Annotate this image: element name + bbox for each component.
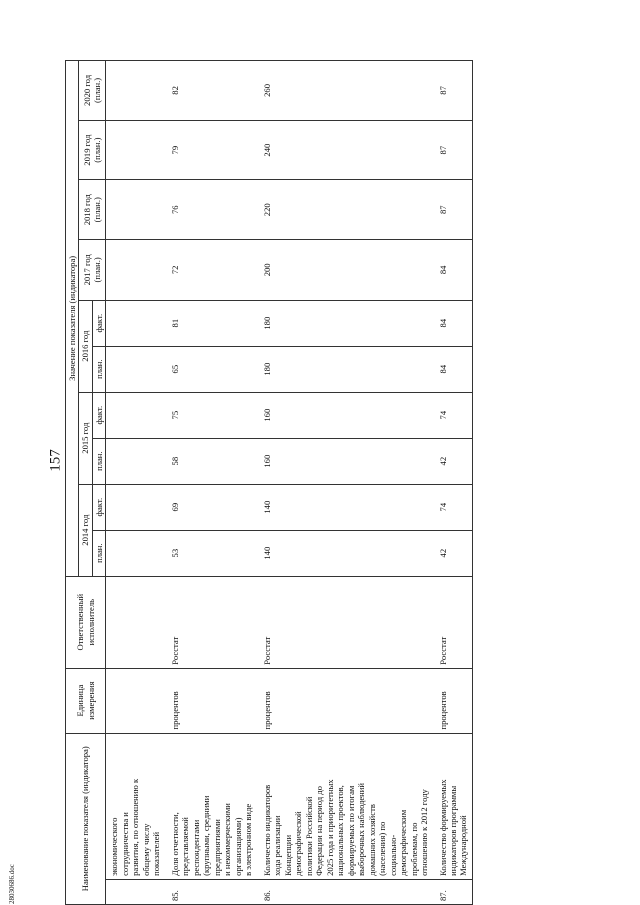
cell-2017: 72	[165, 240, 257, 301]
cell-2019: 87	[433, 120, 473, 180]
cell-unit: процентов	[257, 668, 433, 733]
cell-unit: процентов	[165, 668, 257, 733]
cell-2019: 240	[257, 120, 433, 180]
cell-2016-plan: 65	[165, 346, 257, 392]
cell-no	[106, 879, 165, 904]
cell-2014-plan: 140	[257, 530, 433, 576]
header-2016: 2016 год	[79, 300, 92, 392]
cell-name: Доля отчетности, представляемой респондентами (крупными, средними предприятиями и некоммерческими организациями) в электронном виде	[165, 733, 257, 879]
table-row	[165, 61, 257, 905]
indicator-table	[65, 60, 473, 905]
cell-v	[106, 438, 165, 484]
cell-responsible	[106, 576, 165, 668]
cell-2019: 79	[165, 120, 257, 180]
cell-2015-fact: 75	[165, 392, 257, 438]
header-unit: Единица измерения	[66, 668, 106, 733]
page-number: 157	[47, 449, 64, 472]
header-responsible: Ответственный исполнитель	[66, 576, 106, 668]
table-row	[433, 61, 473, 905]
cell-no: 87.	[433, 879, 473, 904]
cell-v	[106, 61, 165, 121]
table-header	[66, 61, 106, 905]
cell-unit	[106, 668, 165, 733]
cell-responsible: Росстат	[257, 576, 433, 668]
cell-2016-fact: 180	[257, 300, 433, 346]
header-2015-plan: план.	[92, 438, 105, 484]
header-2015: 2015 год	[79, 392, 92, 484]
cell-unit: процентов	[433, 668, 473, 733]
cell-2014-plan: 42	[433, 530, 473, 576]
cell-2018: 87	[433, 180, 473, 240]
cell-2015-fact: 160	[257, 392, 433, 438]
cell-v	[106, 530, 165, 576]
cell-no: 85.	[165, 879, 257, 904]
cell-v	[106, 180, 165, 240]
cell-2014-fact: 69	[165, 484, 257, 530]
cell-v	[106, 300, 165, 346]
header-2015-fact: факт.	[92, 392, 105, 438]
cell-2017: 200	[257, 240, 433, 301]
header-2019: 2019 год (план.)	[79, 120, 106, 180]
cell-2016-plan: 180	[257, 346, 433, 392]
header-2018: 2018 год (план.)	[79, 180, 106, 240]
cell-v	[106, 392, 165, 438]
header-2017: 2017 год (план.)	[79, 240, 106, 301]
cell-2016-plan: 84	[433, 346, 473, 392]
cell-2017: 84	[433, 240, 473, 301]
header-2020: 2020 год (план.)	[79, 61, 106, 121]
cell-v	[106, 120, 165, 180]
cell-2015-plan: 42	[433, 438, 473, 484]
cell-2014-fact: 140	[257, 484, 433, 530]
cell-2018: 220	[257, 180, 433, 240]
cell-2016-fact: 84	[433, 300, 473, 346]
cell-v	[106, 484, 165, 530]
cell-2014-fact: 74	[433, 484, 473, 530]
header-2016-plan: план.	[92, 346, 105, 392]
cell-responsible: Росстат	[433, 576, 473, 668]
cell-2014-plan: 53	[165, 530, 257, 576]
header-name: Наименование показателя (индикатора)	[66, 733, 106, 904]
cell-2015-fact: 74	[433, 392, 473, 438]
cell-2015-plan: 160	[257, 438, 433, 484]
cell-name: экономического сотрудничества и развития, по отношению к общему числу показателей	[106, 733, 165, 879]
cell-2015-plan: 58	[165, 438, 257, 484]
cell-no: 86.	[257, 879, 433, 904]
table-row	[257, 61, 433, 905]
table-body	[106, 61, 473, 905]
header-2014-fact: факт.	[92, 484, 105, 530]
footer-doc-code: 28030686.doc	[8, 864, 16, 904]
table-row-continuation	[106, 61, 165, 905]
cell-2020: 87	[433, 61, 473, 121]
cell-name: Количество формируемых индикаторов программы Международной	[433, 733, 473, 879]
cell-2020: 82	[165, 61, 257, 121]
cell-name: Количество индикаторов хода реализации Концепции демографической политики Российской Федерации на период до 2025 года и приоритетных национальных проектов, формируемых по итогам выборочных наблюдений домашних хозяйств (населения) по социально- демографическим проблемам, по отношению к 2012 году	[257, 733, 433, 879]
rotated-table-container	[65, 60, 576, 905]
cell-v	[106, 346, 165, 392]
cell-v	[106, 240, 165, 301]
header-2014: 2014 год	[79, 484, 92, 576]
header-values: Значение показателя (индикатора)	[66, 61, 79, 577]
header-2016-fact: факт.	[92, 300, 105, 346]
cell-2020: 260	[257, 61, 433, 121]
cell-2018: 76	[165, 180, 257, 240]
header-2014-plan: план.	[92, 530, 105, 576]
cell-responsible: Росстат	[165, 576, 257, 668]
cell-2016-fact: 81	[165, 300, 257, 346]
